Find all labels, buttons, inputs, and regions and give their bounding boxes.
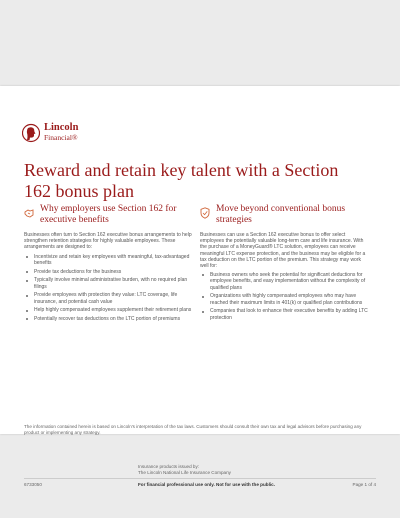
right-intro: Businesses can use a Section 162 executive bonus to offer select employees the potentially valuable long-term care and life insurance. With the purchase of a MoneyGuard® LTC solution, employees can receive meaningful LTC expense protection, and the business may be eligible for a tax deduction on the LTC portion of the premium. This strategy may work well for: — [200, 232, 366, 270]
list-item: Incentivize and retain key employees with meaningful, tax-advantaged benefits — [34, 254, 194, 266]
page-number: Page 1 of 4 — [352, 482, 376, 487]
issuer-company: The Lincoln National Life Insurance Company — [138, 470, 231, 475]
shield-icon — [200, 206, 210, 218]
usage-notice: For financial professional use only. Not for use with the public. — [138, 482, 275, 487]
footer-divider — [24, 478, 376, 479]
brand-subname: Financial® — [44, 133, 78, 142]
list-item: Typically involve minimal administrative burden, with no required plan filings — [34, 277, 194, 289]
issuer-label: Insurance products issued by: — [138, 464, 200, 469]
handshake-icon — [24, 206, 34, 218]
list-item: Business owners who seek the potential for significant deductions for employee benefits, and easy implementation without the complexity of qualified plans — [210, 272, 370, 291]
list-item: Help highly compensated employees supplement their retirement plans — [34, 307, 194, 313]
issuer-info — [138, 464, 231, 476]
left-column — [24, 204, 194, 325]
brand-name: Lincoln — [44, 122, 79, 133]
lincoln-financial-logo — [22, 122, 78, 144]
disclaimer: The information contained herein is based on Lincoln's interpretation of the tax laws. Customers should consult their own tax and legal advisors before purchasing any product or implementing any strategy. — [24, 424, 362, 435]
document-page — [0, 86, 400, 487]
right-column — [200, 204, 370, 323]
left-intro: Businesses often turn to Section 162 executive bonus arrangements to help strengthen retention strategies for highly valuable employees. These arrangements are designed to: — [24, 232, 192, 251]
right-heading: Move beyond conventional bonus strategies — [216, 204, 346, 225]
lincoln-profile-icon — [22, 123, 40, 143]
list-item: Provide employees with protection they value: LTC coverage, life insurance, and potential cash value — [34, 292, 194, 304]
document-code: 6733050 — [24, 482, 42, 487]
list-item: Companies that look to enhance their executive benefits by adding LTC protection — [210, 308, 370, 320]
left-bullet-list — [24, 254, 194, 323]
page-title: Reward and retain key talent with a Section 162 bonus plan — [24, 160, 339, 201]
left-heading: Why employers use Section 162 for executive benefits — [40, 204, 177, 225]
right-bullet-list — [200, 272, 370, 321]
list-item: Potentially recover tax deductions on the LTC portion of premiums — [34, 316, 194, 322]
list-item: Organizations with highly compensated employees who may have reached their maximum limits in 401(k) or qualified plan contributions — [210, 293, 370, 305]
list-item: Provide tax deductions for the business — [34, 269, 194, 275]
